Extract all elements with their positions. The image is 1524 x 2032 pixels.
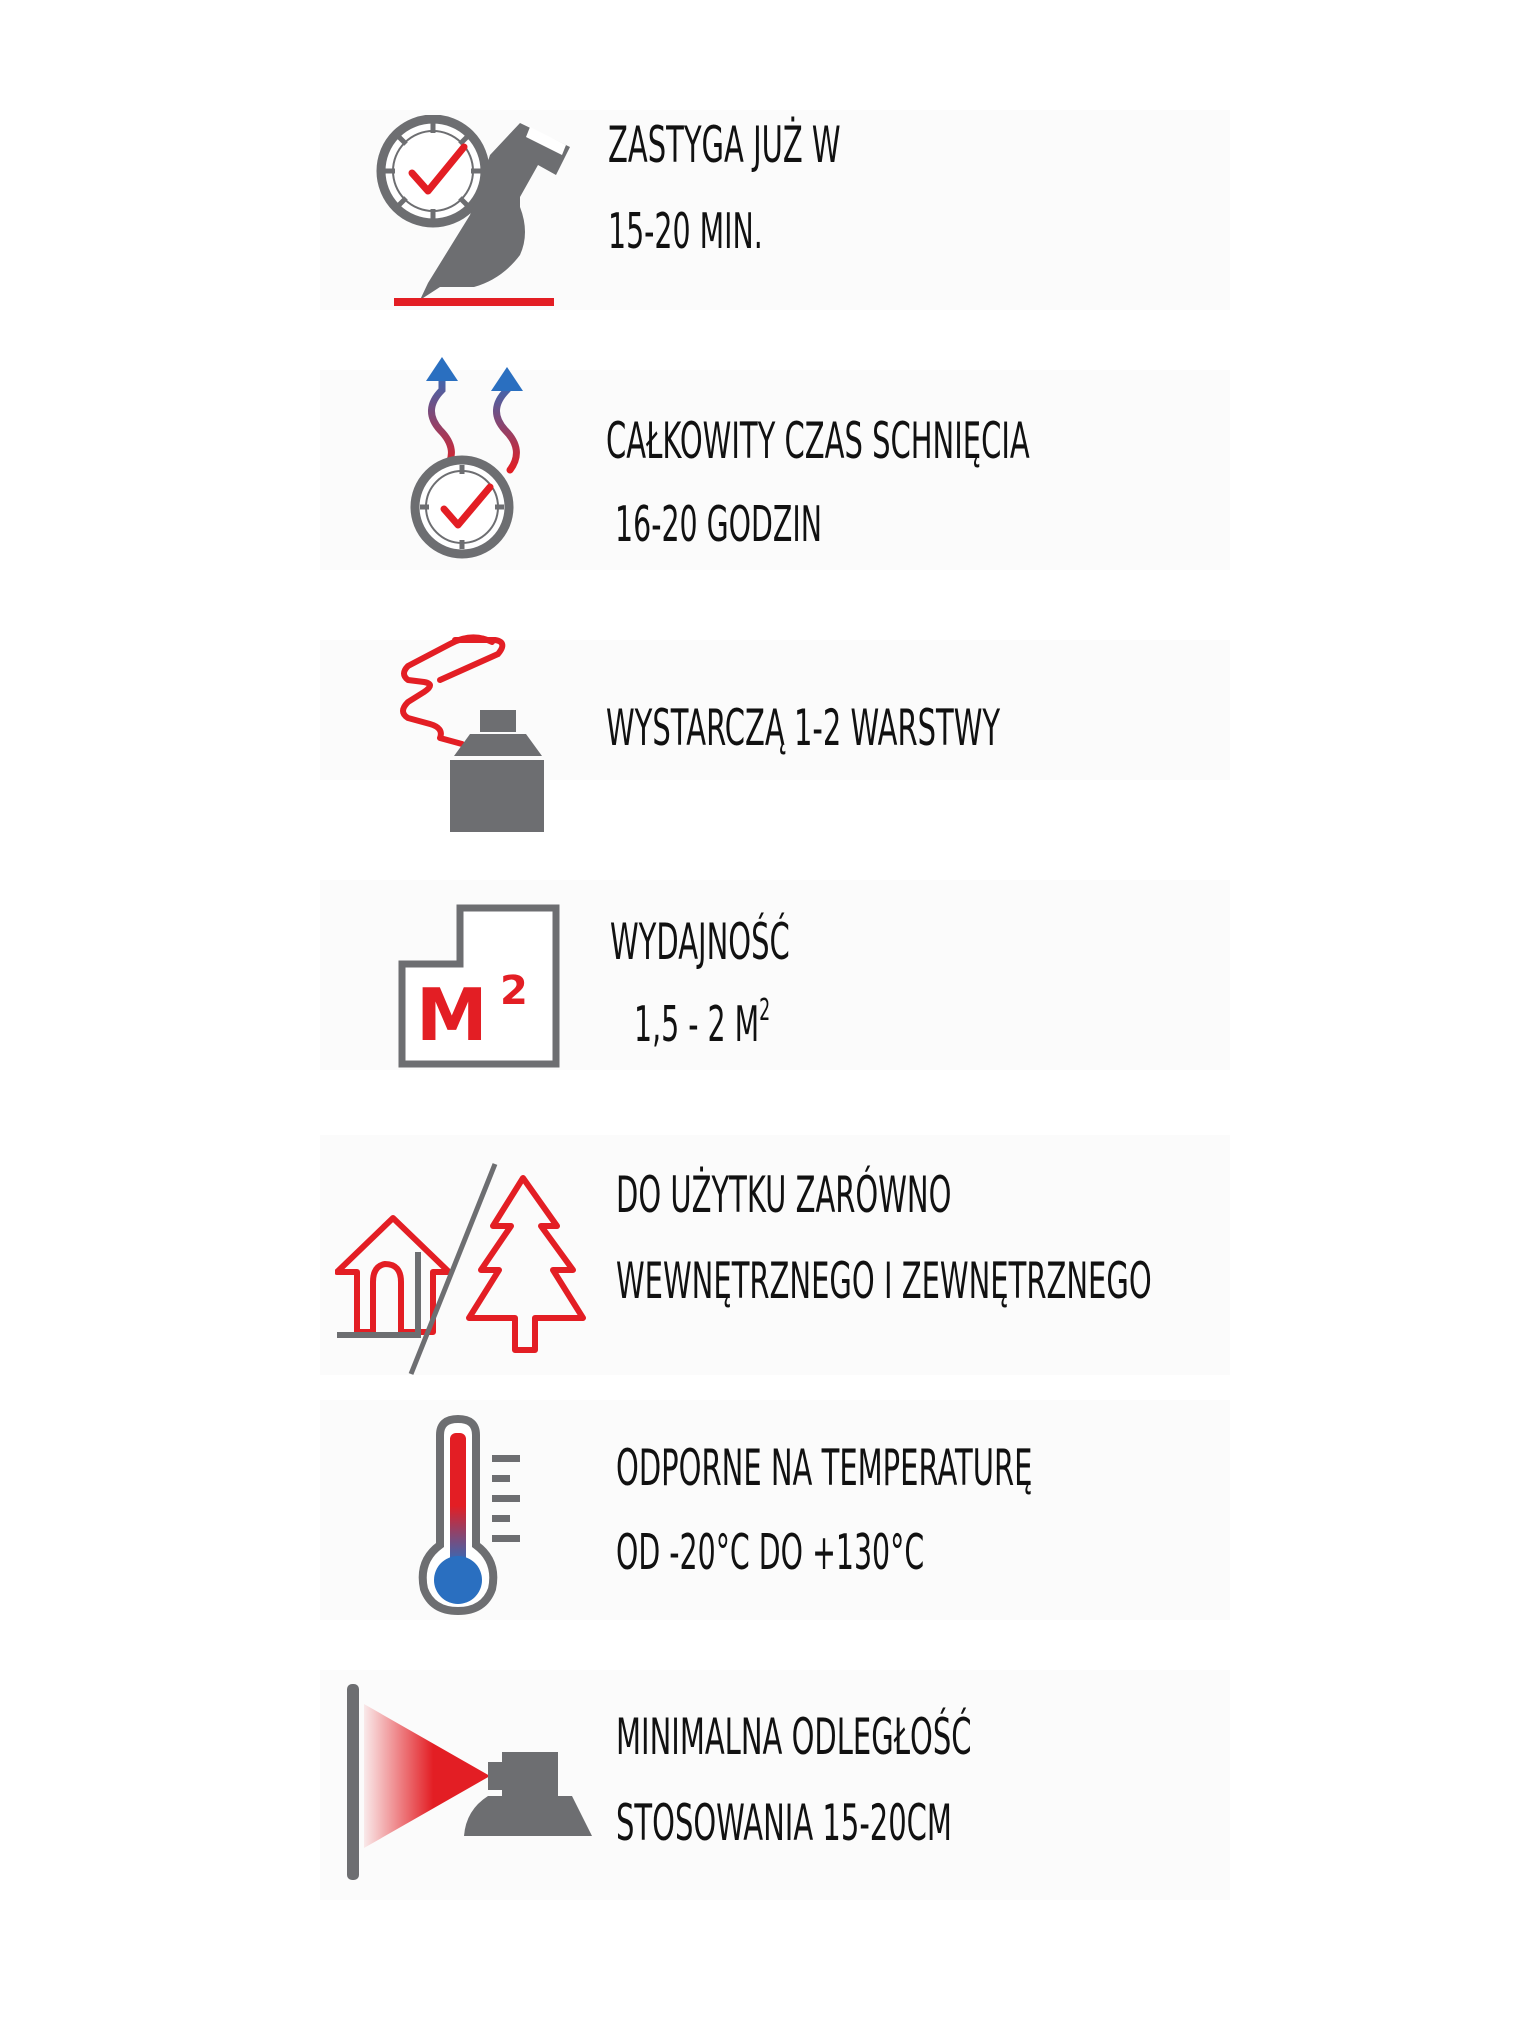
feature-4-line-2-text: 1,5 - 2 M: [634, 996, 760, 1053]
spray-layers-icon: [400, 632, 550, 837]
svg-text:2: 2: [500, 968, 528, 1014]
feature-6-line-1: ODPORNE NA TEMPERATURĘ: [616, 1439, 1033, 1497]
thermometer-icon: [416, 1415, 536, 1615]
feature-3-line-1: WYSTARCZĄ 1-2 WARSTWY: [606, 699, 1001, 757]
feature-1-line-2: 15-20 MIN.: [608, 203, 763, 260]
indoor-outdoor-icon: [335, 1160, 590, 1380]
feature-2-line-2: 16-20 GODZIN: [606, 496, 823, 553]
feature-5-line-2: WEWNĘTRZNEGO I ZEWNĘTRZNEGO: [616, 1252, 1152, 1310]
spray-distance-icon: [340, 1680, 600, 1885]
svg-text:M: M: [416, 973, 488, 1057]
feature-4-line-2: [634, 992, 771, 1053]
feature-7-line-2: STOSOWANIA 15-20CM: [616, 1794, 952, 1852]
feature-6-line-2: OD -20°C DO +130°C: [616, 1524, 925, 1581]
touch-dry-clock-icon: [370, 115, 580, 315]
drying-time-clock-icon: [400, 355, 550, 565]
feature-4-line-1: WYDAJNOŚĆ: [610, 913, 790, 971]
feature-5-line-1: DO UŻYTKU ZARÓWNO: [616, 1166, 952, 1224]
coverage-m2-icon: [394, 900, 564, 1072]
feature-1-line-1: ZASTYGA JUŻ W: [608, 116, 841, 174]
feature-4-superscript: 2: [759, 992, 771, 1028]
feature-7-line-1: MINIMALNA ODLEGŁOŚĆ: [616, 1708, 972, 1766]
feature-2-line-1: CAŁKOWITY CZAS SCHNIĘCIA: [606, 412, 1030, 470]
